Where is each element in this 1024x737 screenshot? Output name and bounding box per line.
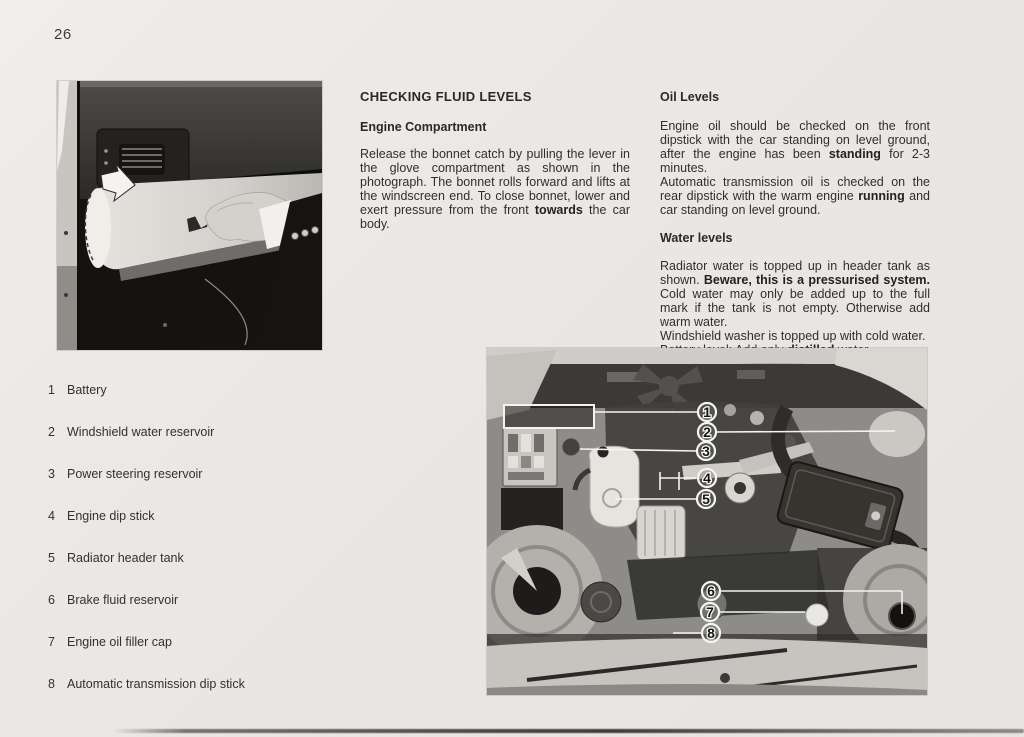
oil-levels-paragraph-2 bbox=[660, 175, 930, 217]
callout-7 bbox=[701, 603, 719, 621]
legend-item-label: Engine oil filler cap bbox=[67, 635, 172, 649]
legend-item-number: 4 bbox=[48, 509, 55, 523]
svg-text:5: 5 bbox=[702, 491, 710, 507]
glovebox-photo bbox=[57, 81, 322, 350]
door-end bbox=[85, 188, 111, 268]
callout-8 bbox=[702, 624, 720, 642]
lower-engine bbox=[627, 550, 829, 620]
pillar-dot bbox=[64, 231, 68, 235]
engine-detail bbox=[724, 404, 736, 416]
legend-item bbox=[48, 552, 245, 565]
legend-item-label: Radiator header tank bbox=[67, 551, 184, 565]
checking-fluid-levels-section bbox=[360, 90, 630, 231]
vent-knob bbox=[104, 149, 108, 153]
legend-item bbox=[48, 384, 245, 397]
water-levels-paragraph-2: Windshield washer is topped up with cold water. bbox=[660, 329, 926, 343]
legend-item-label: Engine dip stick bbox=[67, 509, 155, 523]
pillar-dot bbox=[64, 293, 68, 297]
legend-item-number: 6 bbox=[48, 593, 55, 607]
floor-speck bbox=[163, 323, 167, 327]
battery-outline bbox=[504, 405, 594, 428]
paragraph-segment: Automatic transmission oil is checked on the rear dipstick with the warm engine bbox=[660, 175, 930, 203]
bold-word: towards bbox=[534, 203, 583, 217]
glovebox-photo-illustration bbox=[57, 81, 322, 350]
pillar-edge bbox=[77, 81, 80, 350]
legend-item bbox=[48, 594, 245, 607]
legend-item bbox=[48, 678, 245, 691]
windshield-washer-reservoir bbox=[869, 411, 925, 457]
callout-6 bbox=[702, 582, 720, 600]
oil-levels-title: Oil Levels bbox=[660, 90, 720, 104]
cuff-button bbox=[292, 233, 299, 240]
bold-word: standing bbox=[828, 147, 881, 161]
cuff-button bbox=[302, 230, 309, 237]
wiper-pivot bbox=[720, 673, 730, 683]
legend-item-label: Power steering reservoir bbox=[67, 467, 203, 481]
callout-2 bbox=[698, 423, 716, 441]
svg-text:8: 8 bbox=[707, 625, 715, 641]
legend-item-label: Brake fluid reservoir bbox=[67, 593, 179, 607]
horn bbox=[581, 582, 621, 622]
subsection-title: Engine Compartment bbox=[360, 120, 487, 134]
legend-item-label: Battery bbox=[67, 383, 107, 397]
section-title: CHECKING FLUID LEVELS bbox=[360, 89, 532, 104]
fuse-box bbox=[503, 428, 557, 486]
legend-item-label: Windshield water reservoir bbox=[67, 425, 215, 439]
callout-1 bbox=[698, 403, 716, 421]
ribbed-reservoir bbox=[637, 506, 685, 560]
cuff-button bbox=[312, 227, 319, 234]
svg-text:6: 6 bbox=[707, 583, 715, 599]
paragraph-segment: for 2-3 minutes. bbox=[660, 147, 930, 175]
page-bottom-edge-shadow bbox=[112, 729, 1024, 733]
svg-text:4: 4 bbox=[703, 470, 711, 486]
paragraph-segment: Cold water may only be added up to the full mark if the tank is not empty. Otherwise add warm water. bbox=[660, 287, 930, 329]
callout-5 bbox=[697, 490, 715, 508]
svg-text:7: 7 bbox=[706, 604, 714, 620]
legend-item-number: 1 bbox=[48, 383, 55, 397]
legend-item bbox=[48, 426, 245, 439]
parts-legend bbox=[48, 384, 245, 720]
callout-3 bbox=[697, 442, 715, 460]
legend-item-label: Automatic transmission dip stick bbox=[67, 677, 245, 691]
pillar-lower bbox=[57, 266, 77, 350]
water-levels-paragraph-1 bbox=[660, 259, 930, 329]
legend-item-number: 5 bbox=[48, 551, 55, 565]
legend-item-number: 3 bbox=[48, 467, 55, 481]
legend-item-number: 8 bbox=[48, 677, 55, 691]
power-steering-cap bbox=[562, 438, 580, 456]
legend-item bbox=[48, 636, 245, 649]
levels-section bbox=[660, 90, 930, 357]
battery-body bbox=[501, 488, 563, 530]
vent-knob bbox=[104, 161, 108, 165]
inlet-hole bbox=[734, 482, 746, 494]
paragraph-segment: Release the bonnet catch by pulling the lever in the glove compartment as shown in the photograph. The bonnet rolls forward and lifts at the windscreen end. To close bonnet, lower and exert pressure from the front bbox=[360, 147, 630, 217]
paragraph-segment: and car standing on level ground. bbox=[660, 189, 930, 217]
paragraph-segment: Radiator water is topped up in header tank as shown. bbox=[660, 259, 930, 287]
bold-sentence: Beware, this is a pressurised system. bbox=[703, 273, 930, 287]
support-detail bbox=[737, 370, 765, 379]
oil-filler-cap bbox=[806, 604, 828, 626]
callout-4 bbox=[698, 469, 716, 487]
page-number: 26 bbox=[54, 26, 72, 43]
legend-item bbox=[48, 468, 245, 481]
engine-bay-illustration bbox=[487, 348, 927, 695]
paragraph-segment: the car body. bbox=[360, 203, 630, 231]
svg-text:2: 2 bbox=[703, 424, 711, 440]
svg-text:3: 3 bbox=[702, 443, 710, 459]
oil-levels-paragraph-1 bbox=[660, 119, 930, 175]
legend-item-number: 7 bbox=[48, 635, 55, 649]
bold-word: running bbox=[858, 189, 905, 203]
paragraph-segment: Engine oil should be checked on the front dipstick with the car standing on level ground, after the engine has been bbox=[660, 119, 930, 161]
legend-item-number: 2 bbox=[48, 425, 55, 439]
water-levels-title: Water levels bbox=[660, 231, 733, 245]
svg-text:1: 1 bbox=[703, 404, 711, 420]
engine-bay-photo bbox=[487, 348, 927, 695]
legend-item bbox=[48, 510, 245, 523]
dash-top-highlight bbox=[75, 81, 322, 87]
engine-compartment-paragraph bbox=[360, 147, 630, 231]
engine-detail bbox=[750, 411, 764, 425]
